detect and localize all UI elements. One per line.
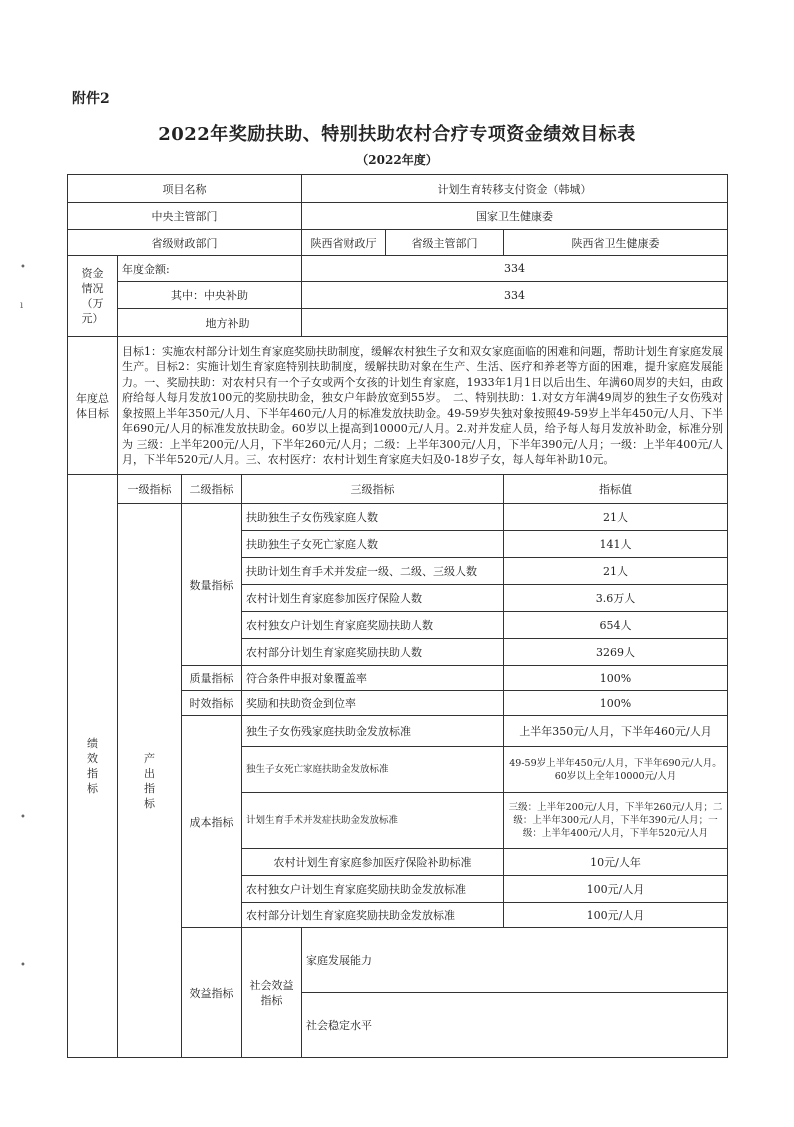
annual-goal-label: 年度总 体目标 (68, 337, 118, 475)
indicator-name: 农村计划生育家庭参加医疗保险人数 (242, 585, 504, 612)
scan-mark: ı (20, 300, 24, 311)
indicator-name: 独生子女死亡家庭扶助金发放标准 (242, 747, 504, 793)
scan-mark: • (20, 812, 26, 823)
indicator-name: 农村独女户计划生育家庭奖励扶助金发放标准 (242, 876, 504, 903)
indicator-name: 农村独女户计划生育家庭奖励扶助人数 (242, 612, 504, 639)
indicator-name: 社会稳定水平 (302, 993, 728, 1058)
prov-finance-value: 陕西省财政厅 (302, 230, 386, 256)
indicator-value: 49-59岁上半年450元/人月，下半年690元/人月。60岁以上全年10000元/人月 (504, 747, 728, 793)
local-subsidy-value (302, 309, 728, 337)
annual-goal-text: 目标1：实施农村部分计划生育家庭奖励扶助制度，缓解农村独生子女和双女家庭面临的困难和问题，帮助计划生育家庭发展生产。目标2：实施计划生育家庭特别扶助制度，缓解扶助对象在生产、生活、医疗和养老等方面的困难，提升家庭发展能力。一、奖励扶助：对农村只有一个子女或两个女孩的计划生育家庭，1933年1月1日以后出生、年满60周岁的夫妇，由政府给每人每月发放100元的奖励扶助金，独女户年龄放宽到55岁。 二、特别扶助：1.对女方年满49周岁的独生子女伤残对象按照上半年350元/人月、下半年460元/人月的标准发放扶助金。49-59岁失独对象按照49-59岁上半年450元/人月、下半年690元/人月的标准发放扶助金。60岁以上提高到10000元/人月。2.对并发症人员，给予每人每月发放补助金，标准分别为 三级：上半年200元/人月，下半年260元/人月；二级：上半年300元/人月，下半年390元/人月；一级：上半年400元/人月，下半年520元/人月。三、农村医疗：农村计划生育家庭夫妇及0-18岁子女，每人每年补助10元。 (118, 337, 728, 475)
central-subsidy-value: 334 (302, 282, 728, 309)
indicator-value: 654人 (504, 612, 728, 639)
performance-target-table (67, 174, 728, 1058)
indicator-name: 农村部分计划生育家庭奖励扶助人数 (242, 639, 504, 666)
attachment-label: 附件2 (72, 91, 110, 107)
funds-label: 资金 情况 （万 元） (68, 256, 118, 337)
cost-indicators-label: 成本指标 (182, 716, 242, 928)
performance-indicators-label: 绩 效 指 标 (68, 475, 118, 1058)
indicator-value: 141人 (504, 531, 728, 558)
timeliness-indicators-label: 时效指标 (182, 691, 242, 716)
quantity-indicators-label: 数量指标 (182, 504, 242, 666)
scan-mark: • (20, 960, 26, 971)
indicator-name: 扶助独生子女伤残家庭人数 (242, 504, 504, 531)
annual-amount-value: 334 (302, 256, 728, 282)
indicator-value: 10元/人年 (504, 849, 728, 876)
page-subtitle: （2022年度） (356, 153, 438, 167)
prov-dept-value: 陕西省卫生健康委 (504, 230, 728, 256)
indicator-name: 计划生育手术并发症扶助金发放标准 (242, 793, 504, 849)
col-value-header: 指标值 (504, 475, 728, 504)
output-indicators-label: 产 出 指 标 (118, 504, 182, 1058)
col-level3-header: 三级指标 (242, 475, 504, 504)
prov-finance-label: 省级财政部门 (68, 230, 302, 256)
central-dept-label: 中央主管部门 (68, 203, 302, 230)
benefit-indicators-label: 效益指标 (182, 928, 242, 1058)
indicator-value: 21人 (504, 558, 728, 585)
quality-indicators-label: 质量指标 (182, 666, 242, 691)
central-subsidy-label: 其中：中央补助 (118, 282, 302, 309)
prov-dept-label: 省级主管部门 (386, 230, 504, 256)
indicator-name: 扶助独生子女死亡家庭人数 (242, 531, 504, 558)
col-level2-header: 二级指标 (182, 475, 242, 504)
social-benefit-label: 社会效益指标 (242, 928, 302, 1058)
indicator-name: 奖励和扶助资金到位率 (242, 691, 504, 716)
indicator-value: 100% (504, 691, 728, 716)
col-level1-header: 一级指标 (118, 475, 182, 504)
page-title: 2022年奖励扶助、特别扶助农村合疗专项资金绩效目标表 (158, 124, 636, 145)
indicator-value: 21人 (504, 504, 728, 531)
indicator-name: 家庭发展能力 (302, 928, 728, 993)
indicator-name: 农村部分计划生育家庭奖励扶助金发放标准 (242, 903, 504, 928)
indicator-name: 独生子女伤残家庭扶助金发放标准 (242, 716, 504, 747)
project-name-label: 项目名称 (68, 175, 302, 203)
indicator-value: 3.6万人 (504, 585, 728, 612)
scan-mark: • (20, 262, 26, 273)
indicator-value: 100% (504, 666, 728, 691)
indicator-value: 100元/人月 (504, 876, 728, 903)
indicator-value: 100元/人月 (504, 903, 728, 928)
project-name-value: 计划生育转移支付资金（韩城） (302, 175, 728, 203)
local-subsidy-label: 地方补助 (118, 309, 302, 337)
annual-amount-label: 年度金额: (118, 256, 302, 282)
indicator-value: 上半年350元/人月，下半年460元/人月 (504, 716, 728, 747)
indicator-name: 符合条件申报对象覆盖率 (242, 666, 504, 691)
indicator-value: 三级：上半年200元/人月，下半年260元/人月；二级：上半年300元/人月，下半年390元/人月；一级：上半年400元/人月，下半年520元/人月 (504, 793, 728, 849)
indicator-name: 农村计划生育家庭参加医疗保险补助标准 (242, 849, 504, 876)
central-dept-value: 国家卫生健康委 (302, 203, 728, 230)
indicator-value: 3269人 (504, 639, 728, 666)
indicator-name: 扶助计划生育手术并发症一级、二级、三级人数 (242, 558, 504, 585)
